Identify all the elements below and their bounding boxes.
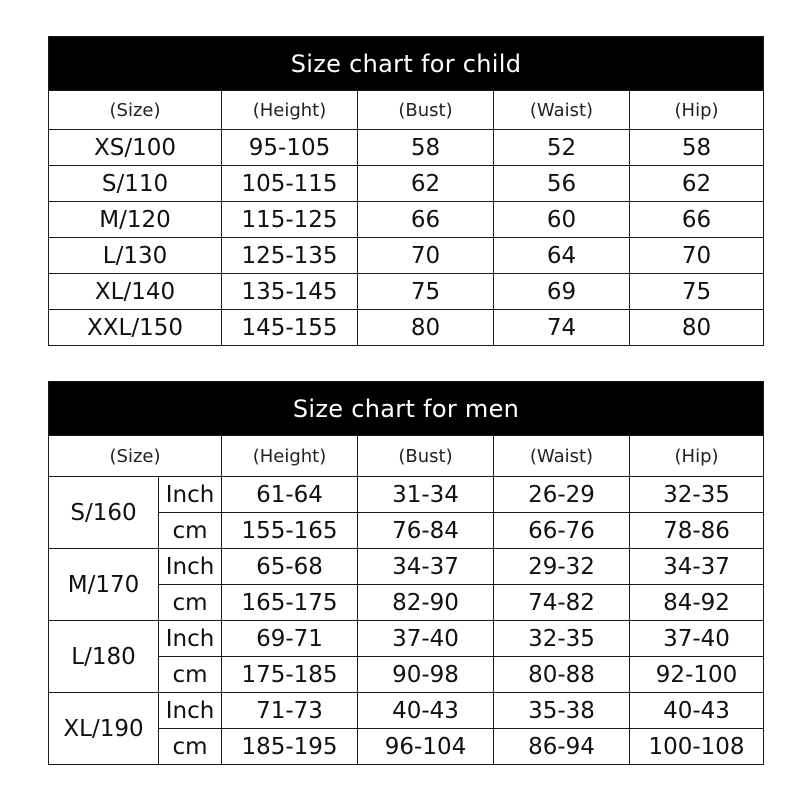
hip-cell: 58 bbox=[630, 130, 764, 166]
header-hip: (Hip) bbox=[630, 91, 764, 130]
header-size: (Size) bbox=[49, 436, 222, 477]
height-cell: 175-185 bbox=[222, 657, 358, 693]
height-cell: 115-125 bbox=[222, 202, 358, 238]
hip-cell: 84-92 bbox=[630, 585, 764, 621]
bust-cell: 40-43 bbox=[358, 693, 494, 729]
header-bust: (Bust) bbox=[358, 91, 494, 130]
waist-cell: 35-38 bbox=[494, 693, 630, 729]
child-chart-title: Size chart for child bbox=[49, 37, 764, 91]
height-cell: 61-64 bbox=[222, 477, 358, 513]
table-row bbox=[49, 621, 764, 657]
height-cell: 165-175 bbox=[222, 585, 358, 621]
height-cell: 155-165 bbox=[222, 513, 358, 549]
waist-cell: 80-88 bbox=[494, 657, 630, 693]
bust-cell: 76-84 bbox=[358, 513, 494, 549]
bust-cell: 96-104 bbox=[358, 729, 494, 765]
header-size: (Size) bbox=[49, 91, 222, 130]
bust-cell: 70 bbox=[358, 238, 494, 274]
size-cell: S/110 bbox=[49, 166, 222, 202]
height-cell: 185-195 bbox=[222, 729, 358, 765]
table-row bbox=[49, 202, 764, 238]
table-row bbox=[49, 549, 764, 585]
unit-cell: Inch bbox=[159, 693, 222, 729]
hip-cell: 70 bbox=[630, 238, 764, 274]
hip-cell: 75 bbox=[630, 274, 764, 310]
height-cell: 69-71 bbox=[222, 621, 358, 657]
men-size-chart bbox=[48, 381, 764, 765]
unit-cell: Inch bbox=[159, 477, 222, 513]
unit-cell: Inch bbox=[159, 549, 222, 585]
table-row bbox=[49, 274, 764, 310]
hip-cell: 62 bbox=[630, 166, 764, 202]
header-height: (Height) bbox=[222, 436, 358, 477]
men-header-row bbox=[49, 436, 764, 477]
hip-cell: 80 bbox=[630, 310, 764, 346]
child-header-row bbox=[49, 91, 764, 130]
height-cell: 71-73 bbox=[222, 693, 358, 729]
bust-cell: 82-90 bbox=[358, 585, 494, 621]
header-waist: (Waist) bbox=[494, 436, 630, 477]
hip-cell: 40-43 bbox=[630, 693, 764, 729]
size-cell: M/170 bbox=[49, 549, 159, 621]
table-row bbox=[49, 130, 764, 166]
size-cell: S/160 bbox=[49, 477, 159, 549]
hip-cell: 66 bbox=[630, 202, 764, 238]
waist-cell: 32-35 bbox=[494, 621, 630, 657]
table-row bbox=[49, 477, 764, 513]
waist-cell: 69 bbox=[494, 274, 630, 310]
bust-cell: 62 bbox=[358, 166, 494, 202]
height-cell: 95-105 bbox=[222, 130, 358, 166]
waist-cell: 56 bbox=[494, 166, 630, 202]
bust-cell: 90-98 bbox=[358, 657, 494, 693]
header-waist: (Waist) bbox=[494, 91, 630, 130]
height-cell: 65-68 bbox=[222, 549, 358, 585]
size-cell: XXL/150 bbox=[49, 310, 222, 346]
waist-cell: 74 bbox=[494, 310, 630, 346]
waist-cell: 60 bbox=[494, 202, 630, 238]
size-cell: L/180 bbox=[49, 621, 159, 693]
header-bust: (Bust) bbox=[358, 436, 494, 477]
height-cell: 145-155 bbox=[222, 310, 358, 346]
unit-cell: cm bbox=[159, 513, 222, 549]
hip-cell: 100-108 bbox=[630, 729, 764, 765]
height-cell: 105-115 bbox=[222, 166, 358, 202]
size-cell: M/120 bbox=[49, 202, 222, 238]
waist-cell: 26-29 bbox=[494, 477, 630, 513]
hip-cell: 34-37 bbox=[630, 549, 764, 585]
bust-cell: 58 bbox=[358, 130, 494, 166]
height-cell: 125-135 bbox=[222, 238, 358, 274]
waist-cell: 52 bbox=[494, 130, 630, 166]
child-size-chart bbox=[48, 36, 764, 346]
table-row bbox=[49, 310, 764, 346]
unit-cell: Inch bbox=[159, 621, 222, 657]
size-cell: XS/100 bbox=[49, 130, 222, 166]
size-cell: L/130 bbox=[49, 238, 222, 274]
size-cell: XL/140 bbox=[49, 274, 222, 310]
height-cell: 135-145 bbox=[222, 274, 358, 310]
unit-cell: cm bbox=[159, 729, 222, 765]
unit-cell: cm bbox=[159, 657, 222, 693]
bust-cell: 34-37 bbox=[358, 549, 494, 585]
header-hip: (Hip) bbox=[630, 436, 764, 477]
men-chart-title: Size chart for men bbox=[49, 382, 764, 436]
bust-cell: 80 bbox=[358, 310, 494, 346]
waist-cell: 64 bbox=[494, 238, 630, 274]
waist-cell: 66-76 bbox=[494, 513, 630, 549]
bust-cell: 31-34 bbox=[358, 477, 494, 513]
hip-cell: 37-40 bbox=[630, 621, 764, 657]
hip-cell: 32-35 bbox=[630, 477, 764, 513]
bust-cell: 37-40 bbox=[358, 621, 494, 657]
table-row bbox=[49, 166, 764, 202]
waist-cell: 86-94 bbox=[494, 729, 630, 765]
bust-cell: 75 bbox=[358, 274, 494, 310]
table-row bbox=[49, 693, 764, 729]
waist-cell: 74-82 bbox=[494, 585, 630, 621]
waist-cell: 29-32 bbox=[494, 549, 630, 585]
hip-cell: 78-86 bbox=[630, 513, 764, 549]
hip-cell: 92-100 bbox=[630, 657, 764, 693]
table-row bbox=[49, 238, 764, 274]
unit-cell: cm bbox=[159, 585, 222, 621]
size-cell: XL/190 bbox=[49, 693, 159, 765]
header-height: (Height) bbox=[222, 91, 358, 130]
bust-cell: 66 bbox=[358, 202, 494, 238]
